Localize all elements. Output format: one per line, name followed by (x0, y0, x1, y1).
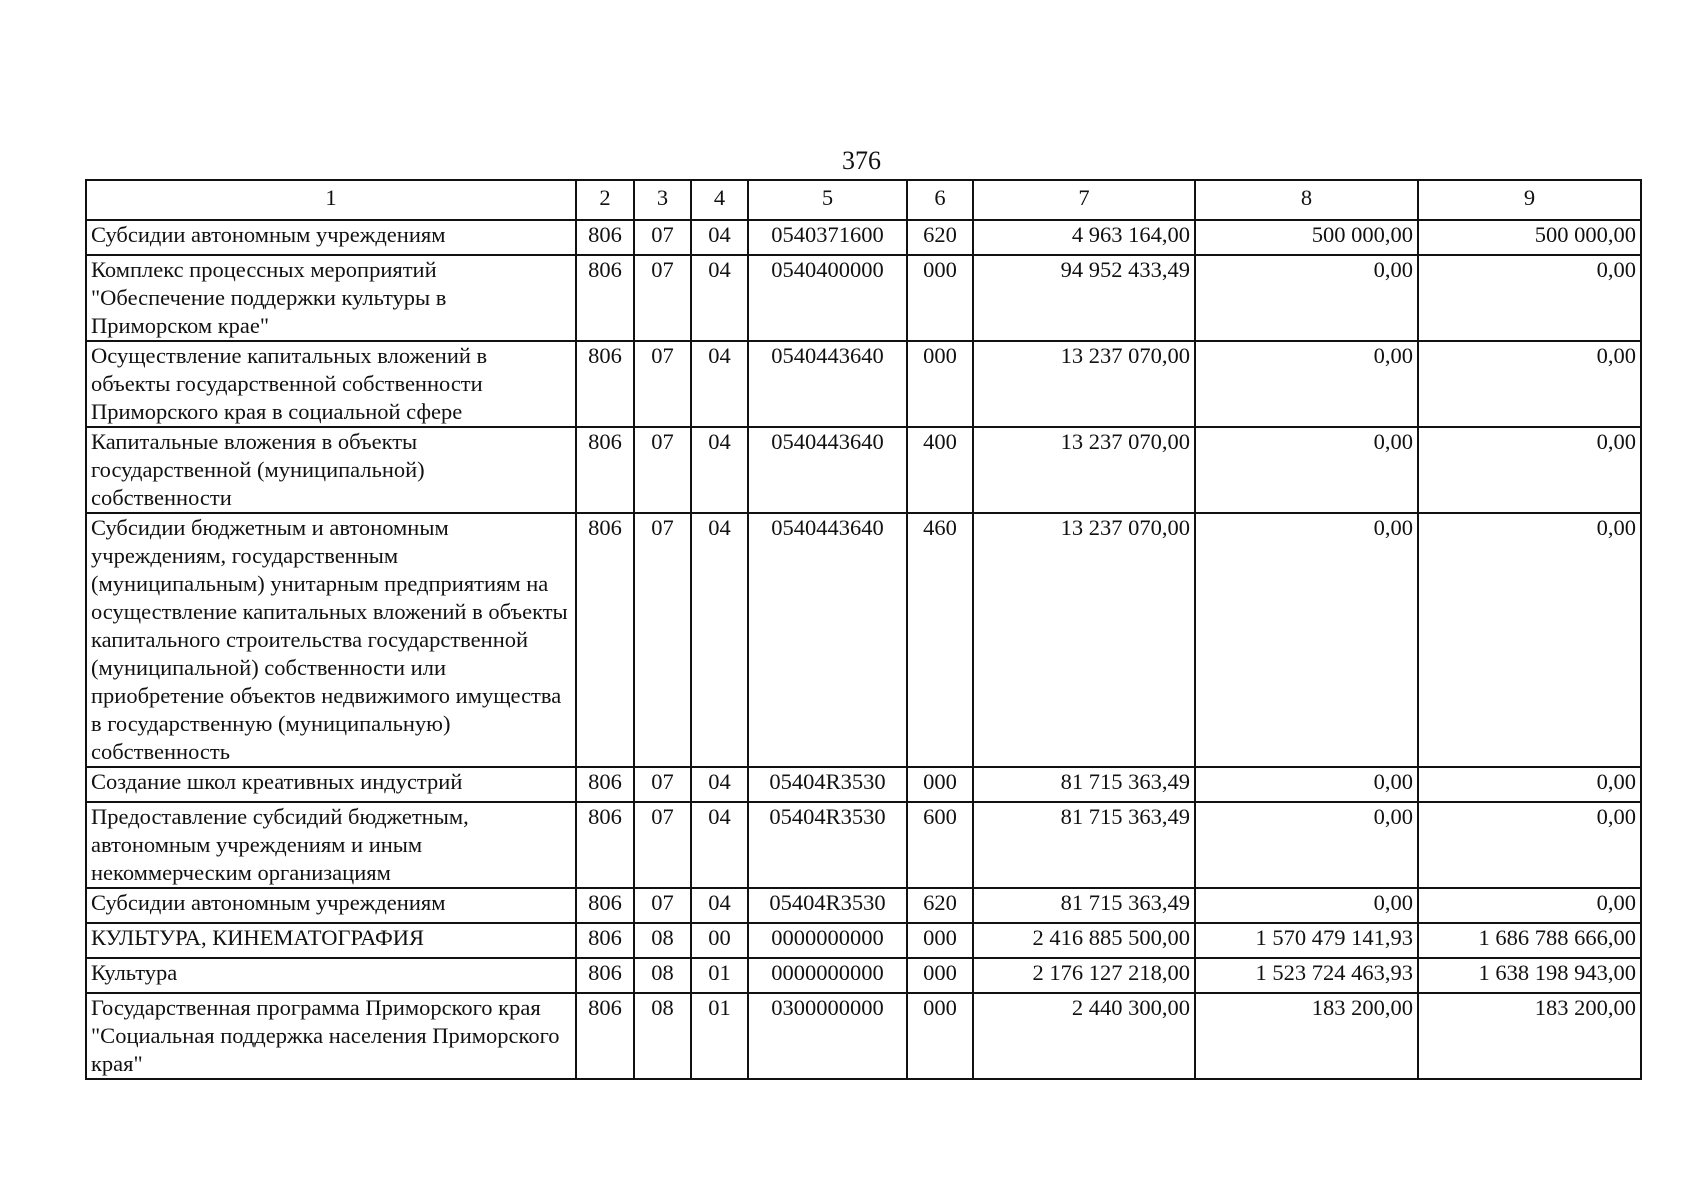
target-article-code: 0000000000 (748, 958, 907, 993)
table-row (86, 513, 1641, 767)
table-row (86, 888, 1641, 923)
amount-col-8: 183 200,00 (1195, 993, 1418, 1079)
amount-col-8: 0,00 (1195, 767, 1418, 802)
expense-type-code: 000 (907, 923, 973, 958)
expense-type-code: 620 (907, 220, 973, 255)
amount-col-7: 2 176 127 218,00 (973, 958, 1195, 993)
expense-type-code: 000 (907, 993, 973, 1079)
target-article-code: 0540443640 (748, 513, 907, 767)
amount-col-8: 0,00 (1195, 427, 1418, 513)
amount-col-8: 0,00 (1195, 888, 1418, 923)
section-code: 07 (634, 427, 691, 513)
table-row (86, 802, 1641, 888)
expense-type-code: 000 (907, 767, 973, 802)
section-code: 07 (634, 767, 691, 802)
amount-col-9: 1 638 198 943,00 (1418, 958, 1641, 993)
table-row (86, 923, 1641, 958)
subsection-code: 04 (691, 767, 748, 802)
subsection-code: 04 (691, 888, 748, 923)
ministry-code: 806 (576, 802, 634, 888)
amount-col-7: 13 237 070,00 (973, 513, 1195, 767)
amount-col-7: 81 715 363,49 (973, 888, 1195, 923)
target-article-code: 05404R3530 (748, 767, 907, 802)
subsection-code: 04 (691, 513, 748, 767)
budget-table (85, 179, 1642, 1080)
ministry-code: 806 (576, 958, 634, 993)
amount-col-9: 500 000,00 (1418, 220, 1641, 255)
amount-col-8: 0,00 (1195, 255, 1418, 341)
column-number-header: 7 (973, 180, 1195, 220)
row-description: Субсидии автономным учреждениям (86, 220, 576, 255)
amount-col-9: 1 686 788 666,00 (1418, 923, 1641, 958)
section-code: 08 (634, 958, 691, 993)
row-description: Комплекс процессных мероприятий "Обеспечение поддержки культуры в Приморском крае" (86, 255, 576, 341)
amount-col-9: 0,00 (1418, 802, 1641, 888)
subsection-code: 00 (691, 923, 748, 958)
section-code: 07 (634, 802, 691, 888)
amount-col-8: 1 570 479 141,93 (1195, 923, 1418, 958)
table-row (86, 993, 1641, 1079)
row-description: Создание школ креативных индустрий (86, 767, 576, 802)
page-number: 376 (842, 146, 881, 175)
expense-type-code: 620 (907, 888, 973, 923)
amount-col-9: 0,00 (1418, 427, 1641, 513)
ministry-code: 806 (576, 427, 634, 513)
column-number-header: 1 (86, 180, 576, 220)
amount-col-9: 0,00 (1418, 255, 1641, 341)
amount-col-9: 183 200,00 (1418, 993, 1641, 1079)
table-row (86, 767, 1641, 802)
amount-col-8: 500 000,00 (1195, 220, 1418, 255)
ministry-code: 806 (576, 341, 634, 427)
row-description: Субсидии автономным учреждениям (86, 888, 576, 923)
target-article-code: 05404R3530 (748, 802, 907, 888)
table-row (86, 341, 1641, 427)
section-code: 07 (634, 341, 691, 427)
section-code: 07 (634, 220, 691, 255)
subsection-code: 04 (691, 220, 748, 255)
column-number-header: 3 (634, 180, 691, 220)
column-number-header: 6 (907, 180, 973, 220)
table-row (86, 958, 1641, 993)
target-article-code: 0540443640 (748, 341, 907, 427)
amount-col-7: 13 237 070,00 (973, 427, 1195, 513)
ministry-code: 806 (576, 255, 634, 341)
table-row (86, 220, 1641, 255)
section-code: 07 (634, 888, 691, 923)
amount-col-7: 2 416 885 500,00 (973, 923, 1195, 958)
target-article-code: 05404R3530 (748, 888, 907, 923)
column-number-header: 5 (748, 180, 907, 220)
column-number-header: 4 (691, 180, 748, 220)
expense-type-code: 000 (907, 958, 973, 993)
column-number-header: 2 (576, 180, 634, 220)
ministry-code: 806 (576, 767, 634, 802)
subsection-code: 01 (691, 993, 748, 1079)
amount-col-8: 1 523 724 463,93 (1195, 958, 1418, 993)
subsection-code: 04 (691, 255, 748, 341)
ministry-code: 806 (576, 220, 634, 255)
row-description: Предоставление субсидий бюджетным, автономным учреждениям и иным некоммерческим организациям (86, 802, 576, 888)
expense-type-code: 460 (907, 513, 973, 767)
expense-type-code: 600 (907, 802, 973, 888)
target-article-code: 0540443640 (748, 427, 907, 513)
section-code: 08 (634, 993, 691, 1079)
amount-col-8: 0,00 (1195, 802, 1418, 888)
subsection-code: 04 (691, 802, 748, 888)
ministry-code: 806 (576, 993, 634, 1079)
expense-type-code: 000 (907, 255, 973, 341)
expense-type-code: 400 (907, 427, 973, 513)
ministry-code: 806 (576, 923, 634, 958)
subsection-code: 01 (691, 958, 748, 993)
row-description: Культура (86, 958, 576, 993)
target-article-code: 0300000000 (748, 993, 907, 1079)
row-description: Государственная программа Приморского края "Социальная поддержка населения Приморского края" (86, 993, 576, 1079)
amount-col-9: 0,00 (1418, 341, 1641, 427)
amount-col-9: 0,00 (1418, 767, 1641, 802)
ministry-code: 806 (576, 888, 634, 923)
table-row (86, 255, 1641, 341)
section-code: 07 (634, 513, 691, 767)
amount-col-7: 81 715 363,49 (973, 767, 1195, 802)
expense-type-code: 000 (907, 341, 973, 427)
amount-col-9: 0,00 (1418, 513, 1641, 767)
subsection-code: 04 (691, 427, 748, 513)
row-description: КУЛЬТУРА, КИНЕМАТОГРАФИЯ (86, 923, 576, 958)
subsection-code: 04 (691, 341, 748, 427)
column-number-header: 9 (1418, 180, 1641, 220)
amount-col-9: 0,00 (1418, 888, 1641, 923)
amount-col-8: 0,00 (1195, 513, 1418, 767)
column-number-header: 8 (1195, 180, 1418, 220)
column-number-header-row (86, 180, 1641, 220)
amount-col-7: 94 952 433,49 (973, 255, 1195, 341)
amount-col-7: 13 237 070,00 (973, 341, 1195, 427)
row-description: Осуществление капитальных вложений в объекты государственной собственности Приморского края в социальной сфере (86, 341, 576, 427)
ministry-code: 806 (576, 513, 634, 767)
section-code: 08 (634, 923, 691, 958)
amount-col-7: 2 440 300,00 (973, 993, 1195, 1079)
amount-col-7: 4 963 164,00 (973, 220, 1195, 255)
table-row (86, 427, 1641, 513)
target-article-code: 0000000000 (748, 923, 907, 958)
target-article-code: 0540371600 (748, 220, 907, 255)
row-description: Субсидии бюджетным и автономным учреждениям, государственным (муниципальным) унитарным предприятиям на осуществление капитальных вложений в объекты капитального строительства государственной (муниципальной) собственности или приобретение объектов недвижимого имущества в государственную (муниципальную) собственность (86, 513, 576, 767)
amount-col-7: 81 715 363,49 (973, 802, 1195, 888)
amount-col-8: 0,00 (1195, 341, 1418, 427)
section-code: 07 (634, 255, 691, 341)
target-article-code: 0540400000 (748, 255, 907, 341)
row-description: Капитальные вложения в объекты государственной (муниципальной) собственности (86, 427, 576, 513)
